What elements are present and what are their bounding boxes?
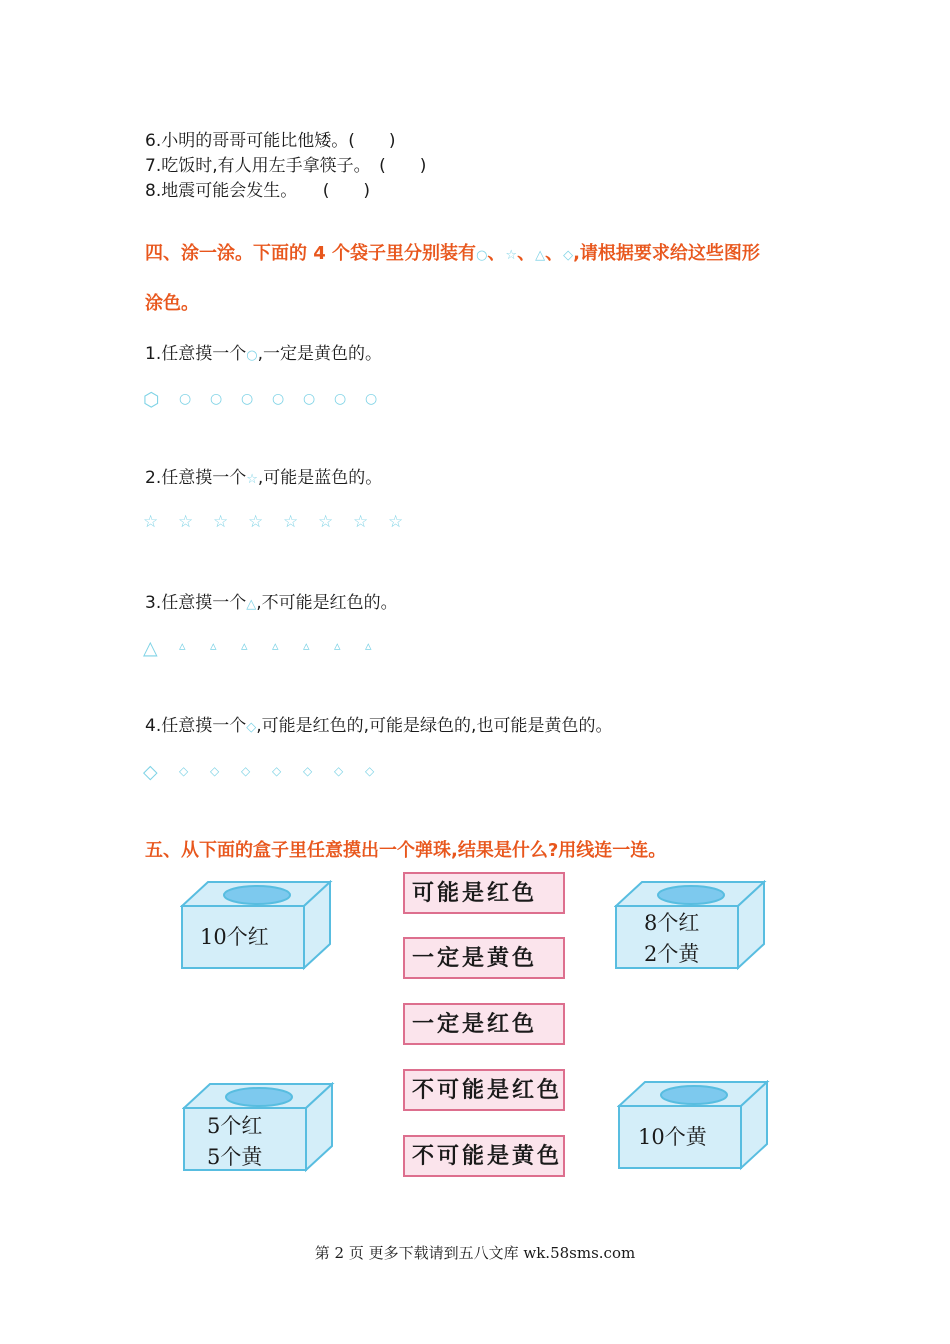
circle-icon[interactable]: ○	[272, 391, 285, 407]
triangle-icon[interactable]: ▵	[365, 639, 372, 654]
question-4-prefix: 4.任意摸一个	[145, 716, 247, 736]
section4-heading	[145, 239, 760, 265]
diamond-icon[interactable]: ◇	[210, 764, 220, 778]
judge-item-6: 6.小明的哥哥可能比他矮。( )	[145, 131, 396, 151]
diamond-icon[interactable]: ◇	[365, 764, 375, 778]
marble-box-2-line1: 8个红	[644, 911, 700, 935]
triangle-icon[interactable]: △	[143, 637, 158, 659]
marble-box-4-line1: 10个黄	[638, 1125, 707, 1149]
judge-item-7: 7.吃饭时,有人用左手拿筷子。 ( )	[145, 156, 427, 176]
section5-heading: 五、从下面的盒子里任意摸出一个弹珠,结果是什么?用线连一连。	[145, 840, 667, 861]
question-4-suffix: ,可能是红色的,可能是绿色的,也可能是黄色的。	[256, 716, 613, 736]
separator: 、	[487, 243, 506, 264]
question-3-prefix: 3.任意摸一个	[145, 593, 247, 613]
star-icon: ☆	[246, 472, 258, 487]
section4-title-b: ,请根据要求给这些图形	[573, 243, 760, 264]
star-icon[interactable]: ☆	[143, 512, 159, 532]
circle-icon: ○	[246, 348, 258, 363]
triangle-icon[interactable]: ▵	[272, 639, 279, 654]
star-icon[interactable]: ☆	[353, 512, 369, 532]
question-4	[145, 711, 612, 736]
question-1-prefix: 1.任意摸一个	[145, 344, 247, 364]
question-1-suffix: ,一定是黄色的。	[257, 344, 382, 364]
triangle-icon[interactable]: ▵	[210, 639, 217, 654]
star-icon[interactable]: ☆	[388, 512, 404, 532]
separator: 、	[545, 243, 564, 264]
section4-heading-cont: 涂色。	[145, 293, 199, 314]
marble-box-2-line2: 2个黄	[644, 942, 700, 966]
result-label-4[interactable]: 不可能是红色	[403, 1069, 565, 1111]
question-3-suffix: ,不可能是红色的。	[256, 593, 398, 613]
triangle-icon: △	[535, 248, 546, 263]
diamond-icon[interactable]: ◇	[334, 764, 344, 778]
diamond-icon[interactable]: ◇	[272, 764, 282, 778]
star-icon[interactable]: ☆	[283, 512, 299, 532]
circle-icon: ○	[476, 248, 488, 263]
result-label-1[interactable]: 可能是红色	[403, 872, 565, 914]
triangle-icon[interactable]: ▵	[334, 639, 341, 654]
triangle-icon[interactable]: ▵	[179, 639, 186, 654]
circle-icon[interactable]: ○	[210, 391, 223, 407]
diamond-icon[interactable]: ◇	[179, 764, 189, 778]
question-1	[145, 339, 382, 364]
question-2-suffix: ,可能是蓝色的。	[257, 468, 383, 488]
circle-icon[interactable]: ○	[334, 391, 347, 407]
question-3	[145, 588, 398, 613]
marble-box-1-line1: 10个红	[200, 925, 269, 949]
diamond-icon: ◇	[246, 720, 257, 735]
diamond-icon: ◇	[563, 248, 574, 263]
star-icon[interactable]: ☆	[213, 512, 229, 532]
page-footer: 第 2 页 更多下载请到五八文库 wk.58sms.com	[314, 1244, 636, 1262]
circle-icon[interactable]: ○	[241, 391, 254, 407]
separator: 、	[517, 243, 536, 264]
star-icon: ☆	[505, 248, 518, 263]
triangle-icon: △	[246, 597, 257, 612]
question-2	[145, 463, 382, 488]
result-label-5[interactable]: 不可能是黄色	[403, 1135, 565, 1177]
diamond-icon[interactable]: ◇	[303, 764, 313, 778]
judge-item-8: 8.地震可能会发生。 ( )	[145, 181, 370, 201]
star-icon[interactable]: ☆	[318, 512, 334, 532]
circle-icon[interactable]: ○	[179, 391, 192, 407]
star-icon[interactable]: ☆	[178, 512, 194, 532]
triangle-icon[interactable]: ▵	[303, 639, 310, 654]
result-label-2[interactable]: 一定是黄色	[403, 937, 565, 979]
section4-title-a: 四、涂一涂。下面的 4 个袋子里分别装有	[145, 243, 477, 264]
diamond-icon[interactable]: ◇	[143, 761, 158, 783]
circle-icon[interactable]: ○	[303, 391, 316, 407]
marble-box-3-line2: 5个黄	[207, 1145, 263, 1169]
triangle-icon[interactable]: ▵	[241, 639, 248, 654]
marble-box-3-line1: 5个红	[207, 1114, 263, 1138]
result-label-3[interactable]: 一定是红色	[403, 1003, 565, 1045]
diamond-icon[interactable]: ◇	[241, 764, 251, 778]
circle-icon[interactable]: ○	[365, 391, 378, 407]
question-2-prefix: 2.任意摸一个	[145, 468, 247, 488]
circle-icon[interactable]: ⬡	[143, 389, 160, 411]
star-icon[interactable]: ☆	[248, 512, 264, 532]
